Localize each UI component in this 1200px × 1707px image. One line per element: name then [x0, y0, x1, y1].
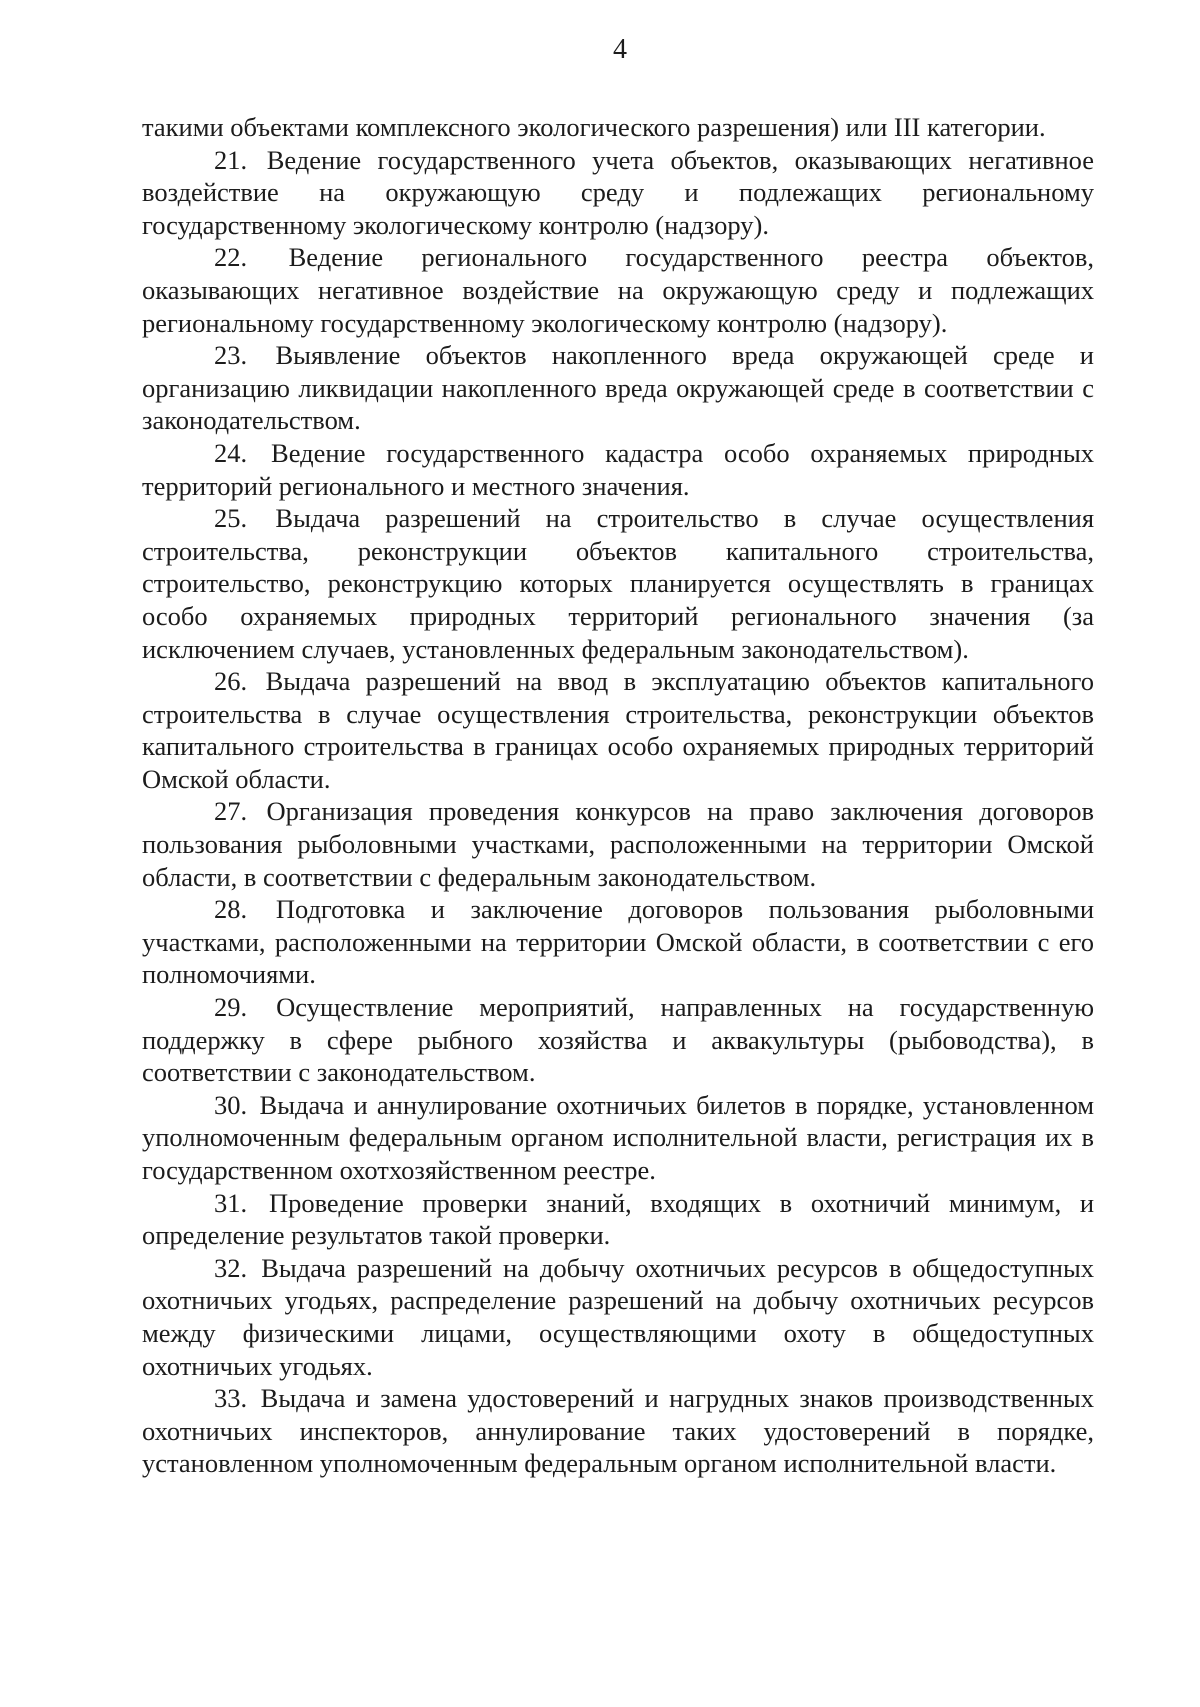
page-number: 4 [613, 34, 627, 65]
item-number: 30. [214, 1089, 248, 1120]
item-number: 22. [214, 242, 248, 273]
item-text: Организация проведения конкурсов на право заключения договоров пользования рыболовными участками, расположенными на территории Омской области, в соответствии с федеральным законодательством. [142, 796, 1094, 892]
item-number: 21. [214, 144, 248, 175]
list-item-21 [142, 144, 1094, 242]
list-item-32 [142, 1252, 1094, 1382]
item-number: 26. [214, 666, 248, 697]
document-body [142, 111, 1094, 1480]
item-text: Подготовка и заключение договоров пользования рыболовными участками, расположенными на территории Омской области, в соответствии с его полномочиями. [142, 894, 1094, 990]
item-text: Проведение проверки знаний, входящих в охотничий минимум, и определение результатов такой проверки. [142, 1187, 1095, 1251]
item-text: Выдача и аннулирование охотничьих билетов в порядке, установленном уполномоченным федеральным органом исполнительной власти, регистрация их в государственном охотхозяйственном реестре. [142, 1089, 1095, 1185]
list-item-26 [142, 665, 1094, 795]
item-text: Выдача разрешений на ввод в эксплуатацию объектов капитального строительства в случае осуществления строительства, реконструкции объектов капитального строительства в границах особо охраняемых природных территорий Омской области. [142, 666, 1094, 794]
item-number: 31. [214, 1187, 248, 1218]
item-number: 33. [214, 1383, 248, 1414]
item-number: 32. [214, 1252, 248, 1283]
list-item-33 [142, 1382, 1094, 1480]
item-number: 29. [214, 992, 248, 1023]
list-item-25 [142, 502, 1094, 665]
list-item-27 [142, 795, 1094, 893]
list-item-23 [142, 339, 1094, 437]
item-text: Выявление объектов накопленного вреда окружающей среде и организацию ликвидации накопленного вреда окружающей среде в соответствии с законодательством. [142, 340, 1094, 436]
item-text: Ведение государственного кадастра особо охраняемых природных территорий регионального и местного значения. [142, 437, 1094, 501]
list-item-30 [142, 1089, 1094, 1187]
item-text: Выдача разрешений на строительство в случае осуществления строительства, реконструкции объектов капитального строительства, строительство, реконструкцию которых планируется осуществлять в границах особо охраняемых природных территорий регионального значения (за исключением случаев, установленных федеральным законодательством). [142, 503, 1095, 664]
list-item-29 [142, 991, 1094, 1089]
paragraph-text: такими объектами комплексного экологического разрешения) или III категории. [142, 112, 1046, 142]
item-text: Ведение государственного учета объектов, оказывающих негативное воздействие на окружающую среду и подлежащих региональному государственному экологическому контролю (надзору). [142, 144, 1094, 240]
item-number: 25. [214, 503, 248, 534]
list-item-24 [142, 437, 1094, 502]
item-text: Ведение регионального государственного реестра объектов, оказывающих негативное воздействие на окружающую среду и подлежащих региональному государственному экологическому контролю (надзору). [142, 242, 1094, 338]
item-number: 23. [214, 340, 248, 371]
item-text: Выдача разрешений на добычу охотничьих ресурсов в общедоступных охотничьих угодьях, распределение разрешений на добычу охотничьих ресурсов между физическими лицами, осуществляющими охоту в общедоступных охотничьих угодьях. [142, 1252, 1095, 1381]
item-number: 28. [214, 894, 248, 925]
item-text: Осуществление мероприятий, направленных на государственную поддержку в сфере рыбного хозяйства и аквакультуры (рыбоводства), в соответствии с законодательством. [142, 992, 1094, 1088]
list-item-22 [142, 241, 1094, 339]
list-item-28 [142, 893, 1094, 991]
item-number: 27. [214, 796, 248, 827]
list-item-31 [142, 1187, 1094, 1252]
paragraph-continuation [142, 111, 1094, 144]
item-text: Выдача и замена удостоверений и нагрудных знаков производственных охотничьих инспекторов, аннулирование таких удостоверений в порядке, установленном уполномоченным федеральным органом исполнительной власти. [142, 1383, 1094, 1479]
item-number: 24. [214, 437, 248, 468]
